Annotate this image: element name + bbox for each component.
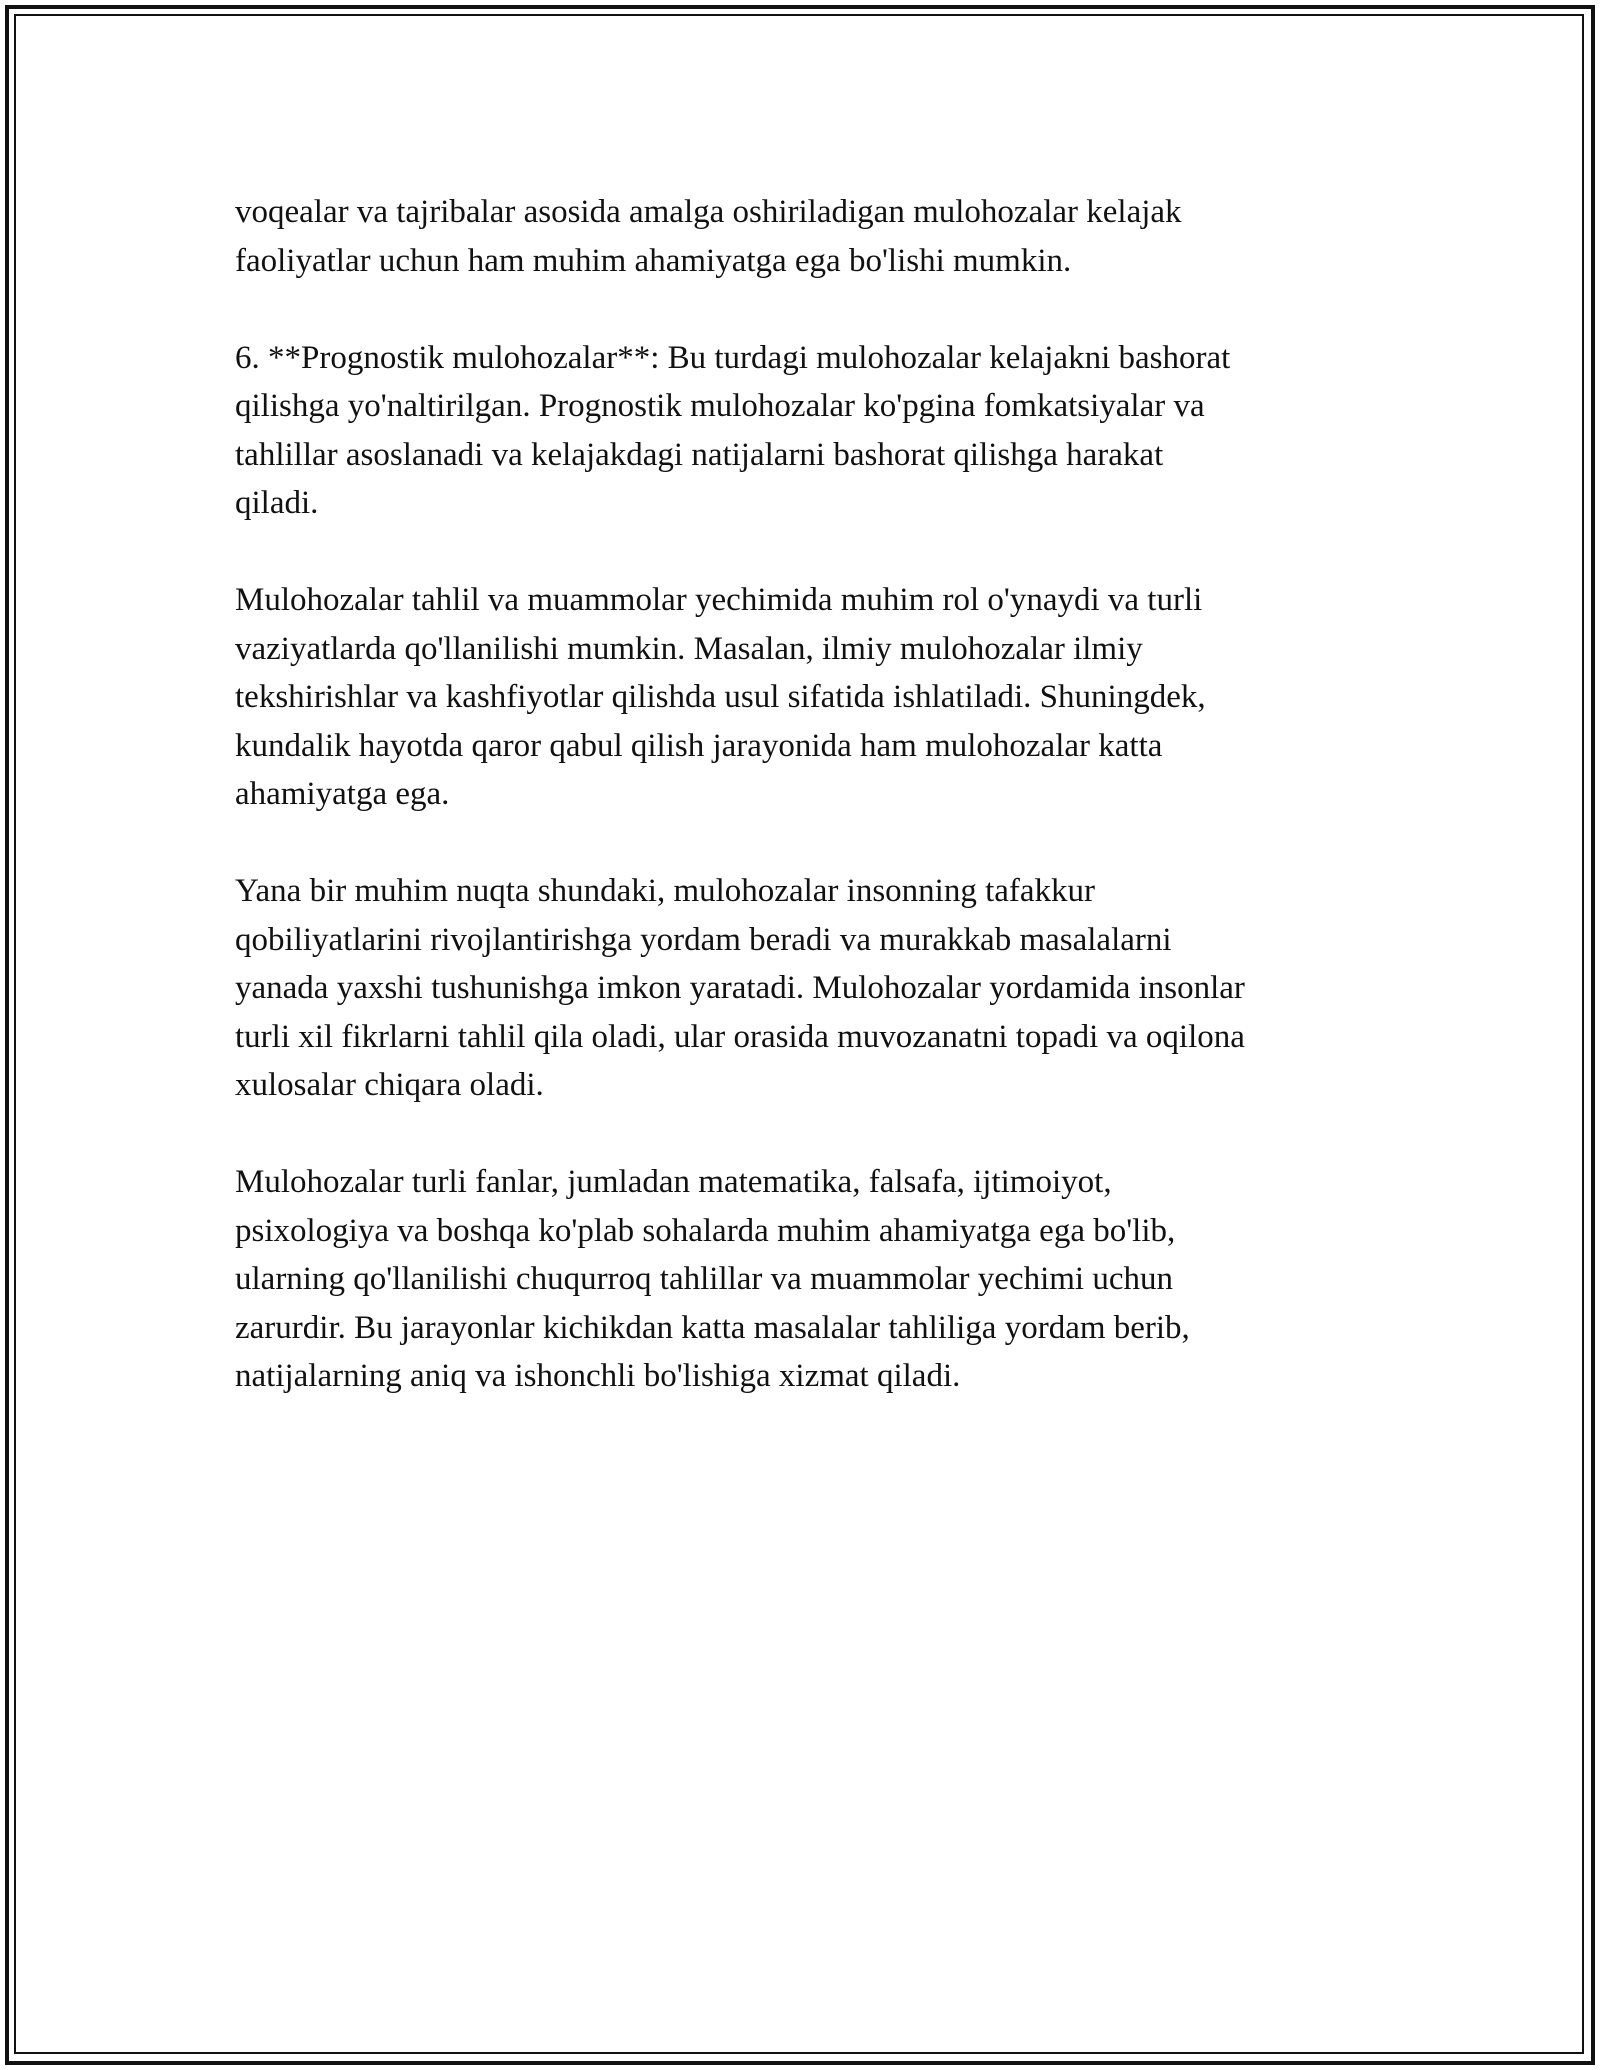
paragraph: 6. **Prognostik mulohozalar**: Bu turdagi mulohozalar kelajakni bashorat qilishga yo'naltirilgan. Prognostik mulohozalar ko'pgina fomkatsiyalar va tahlillar asoslanadi va kelajakdagi natijalarni bashorat qilishga harakat qiladi. [235,339,1231,521]
document-body [235,188,1375,1449]
paragraph: Mulohozalar turli fanlar, jumladan matematika, falsafa, ijtimoiyot, psixologiya va boshqa ko'plab sohalarda muhim ahamiyatga ega bo'lib, ularning qo'llanilishi chuqurroq tahlillar va muammolar yechimi uchun zarurdir. Bu jarayonlar kichikdan katta masalalar tahliliga yordam berib, natijalarning aniq va ishonchli bo'lishiga xizmat qiladi. [235,1164,1190,1394]
paragraph: Mulohozalar tahlil va muammolar yechimida muhim rol o'ynaydi va turli vaziyatlarda qo'llanilishi mumkin. Masalan, ilmiy mulohozalar ilmiy tekshirishlar va kashfiyotlar qilishda usul sifatida ishlatiladi. Shuningdek, kundalik hayotda qaror qabul qilish jarayonida ham mulohozalar katta ahamiyatga ega. [235,582,1206,812]
paragraph: Yana bir muhim nuqta shundaki, mulohozalar insonning tafakkur qobiliyatlarini rivojlantirishga yordam beradi va murakkab masalalarni yanada yaxshi tushunishga imkon yaratadi. Mulohozalar yordamida insonlar turli xil fikrlarni tahlil qila oladi, ular orasida muvozanatni topadi va oqilona xulosalar chiqara oladi. [235,873,1245,1103]
paragraph: voqealar va tajribalar asosida amalga oshiriladigan mulohozalar kelajak faoliyatlar uchun ham muhim ahamiyatga ega bo'lishi mumkin. [235,194,1182,279]
